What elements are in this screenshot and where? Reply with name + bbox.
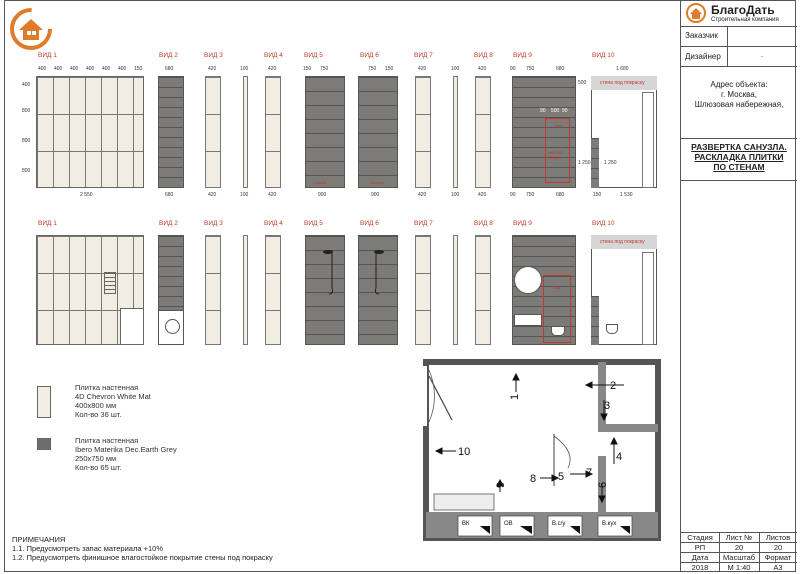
plan-arrow-label: 9 bbox=[495, 481, 507, 488]
podium-note: подиум bbox=[313, 180, 327, 185]
fixture-label: ВК bbox=[462, 521, 470, 527]
dim-label: 420 bbox=[418, 192, 427, 198]
scale-value: М 1:40 bbox=[727, 563, 751, 572]
dim-label: 750 bbox=[320, 66, 329, 72]
dim-label: 900 bbox=[318, 192, 327, 198]
dim-label: 1 530 bbox=[620, 192, 633, 198]
format-header: Формат bbox=[764, 553, 792, 562]
plan-arrow-label: 1 bbox=[509, 393, 521, 400]
view4-top-wall bbox=[265, 76, 281, 188]
washing-machine-icon bbox=[158, 310, 184, 345]
legend-swatch-light bbox=[37, 386, 51, 418]
sheet-no-header: Лист № bbox=[725, 533, 753, 542]
hatch-tag: люк bbox=[553, 285, 561, 290]
view-label: ВИД 2 bbox=[159, 52, 178, 59]
view10-tile-strip bbox=[591, 296, 599, 345]
shower-icon bbox=[320, 248, 340, 298]
mirror-icon bbox=[514, 266, 542, 294]
sheets-header: Листов bbox=[765, 533, 791, 542]
door-outline bbox=[642, 252, 654, 345]
plan-arrow-label: 6 bbox=[597, 481, 609, 488]
door-outline bbox=[642, 92, 654, 188]
hatch-tag: люк bbox=[554, 124, 562, 129]
shower-icon bbox=[366, 248, 386, 298]
view-label: ВИД 6 bbox=[360, 52, 379, 59]
designer-label: Дизайнер bbox=[685, 52, 721, 61]
view-label: ВИД 3 bbox=[204, 220, 223, 227]
brand-name: БлагоДать bbox=[711, 3, 775, 17]
sheet-title: РАЗВЕРТКА САНУЗЛА. РАСКЛАДКА ПЛИТКИ ПО СТЕНАМ bbox=[691, 142, 787, 172]
view-label: ВИД 1 bbox=[38, 220, 57, 227]
view4-bottom-wall bbox=[265, 235, 281, 345]
view6-top-wall bbox=[358, 76, 398, 188]
dim-label: 100 bbox=[240, 192, 249, 198]
floor-plan bbox=[420, 356, 666, 546]
title-block bbox=[680, 0, 796, 572]
stamp-divider bbox=[681, 138, 797, 139]
customer-label: Заказчик bbox=[685, 31, 718, 40]
view-label: ВИД 7 bbox=[414, 220, 433, 227]
fixture-label: В.с/у bbox=[552, 521, 566, 527]
object-address: Адрес объекта: г. Москва, Шлюзовая набережная, bbox=[694, 80, 784, 109]
stamp-divider bbox=[681, 46, 797, 47]
view-label: ВИД 10 bbox=[592, 52, 615, 59]
plan-arrow-label: 10 bbox=[458, 446, 471, 458]
fixture-label: ОВ bbox=[504, 521, 513, 527]
format-value: А3 bbox=[773, 563, 783, 572]
scale-header: Масштаб bbox=[722, 553, 756, 562]
dim-label: 150 bbox=[303, 66, 312, 72]
dim-label: 750 bbox=[368, 66, 377, 72]
stamp-divider bbox=[681, 66, 797, 67]
sink-icon bbox=[514, 314, 542, 326]
sheet-no-value: 20 bbox=[734, 543, 744, 552]
notes-block bbox=[12, 535, 273, 562]
sheets-value: 20 bbox=[773, 543, 783, 552]
view-label: ВИД 9 bbox=[513, 220, 532, 227]
dim-label: 2 550 bbox=[80, 192, 93, 198]
view-label: ВИД 8 bbox=[474, 52, 493, 59]
view-label: ВИД 8 bbox=[474, 220, 493, 227]
toilet-icon bbox=[551, 326, 565, 336]
view-label: ВИД 4 bbox=[264, 52, 283, 59]
dim-label: 1 680 bbox=[616, 66, 629, 72]
dim-label: 420 bbox=[478, 66, 487, 72]
view2-top-wall bbox=[158, 76, 184, 188]
dim-label: 420 bbox=[208, 192, 217, 198]
plan-arrow-label: 8 bbox=[530, 473, 537, 485]
brand-logo-icon bbox=[685, 2, 707, 24]
towel-rail-icon bbox=[104, 272, 116, 294]
dim-label: 150 bbox=[593, 192, 602, 198]
designer-value: . bbox=[761, 50, 764, 59]
dim-label: 500 bbox=[578, 80, 587, 86]
dim-label: 680 bbox=[165, 192, 174, 198]
notes-title: ПРИМЕЧАНИЯ bbox=[12, 535, 66, 544]
date-value: 2018 bbox=[691, 563, 709, 572]
legend-text-dark: Плитка настенная Ibero Materika Dec.Earth Grey 250x750 мм Кол-во 65 шт. bbox=[75, 436, 177, 472]
note-item: 1.1. Предусмотреть запас материала +10% bbox=[12, 544, 163, 553]
view-label: ВИД 2 bbox=[159, 220, 178, 227]
dim-label: 420 bbox=[418, 66, 427, 72]
dim-col: 400 800 800 800 bbox=[22, 82, 31, 174]
dim-label: 420 bbox=[208, 66, 217, 72]
plan-arrow-label: 4 bbox=[616, 451, 623, 463]
view-label: ВИД 4 bbox=[264, 220, 283, 227]
view-label: ВИД 5 bbox=[304, 220, 323, 227]
brand-subtitle: Строительная компания bbox=[711, 17, 779, 23]
view-label: ВИД 9 bbox=[513, 52, 532, 59]
stamp-divider bbox=[681, 26, 797, 27]
view3-bottom-wall bbox=[205, 235, 221, 345]
podium-note: подиум bbox=[370, 180, 384, 185]
dim-label: 1 250 bbox=[604, 160, 617, 166]
note-item: 1.2. Предусмотреть финишное влагостойкое покрытие стены под покраску bbox=[12, 553, 273, 562]
view8-narrow-bottom bbox=[453, 235, 458, 345]
dim-label: 100 bbox=[451, 192, 460, 198]
view8-bottom-wall bbox=[475, 235, 491, 345]
view-label: ВИД 6 bbox=[360, 220, 379, 227]
view8-narrow-wall bbox=[453, 76, 458, 188]
stamp-divider bbox=[727, 26, 728, 46]
date-header: Дата bbox=[691, 553, 709, 562]
dim-label: 420 bbox=[478, 192, 487, 198]
stage-header: Стадия bbox=[687, 533, 713, 542]
paint-note: стена под покраску bbox=[600, 80, 645, 86]
plan-arrow-label: 5 bbox=[558, 471, 565, 483]
dim-label: 100 bbox=[240, 66, 249, 72]
view4-narrow-bottom bbox=[243, 235, 248, 345]
dim-label: 100 bbox=[451, 66, 460, 72]
dim-label: 1 250 bbox=[578, 160, 591, 166]
view7-bottom-wall bbox=[415, 235, 431, 345]
logo-icon bbox=[8, 6, 54, 52]
stamp-divider bbox=[681, 180, 797, 181]
toilet-icon bbox=[606, 324, 618, 334]
plan-arrow-label: 3 bbox=[604, 400, 611, 412]
dim-label: 900 bbox=[371, 192, 380, 198]
view-label: ВИД 1 bbox=[38, 52, 57, 59]
view8-top-wall bbox=[475, 76, 491, 188]
plan-arrow-label: 2 bbox=[610, 380, 617, 392]
view5-top-wall bbox=[305, 76, 345, 188]
dim-label: 150 bbox=[385, 66, 394, 72]
view4-narrow-wall bbox=[243, 76, 248, 188]
stamp-divider bbox=[727, 46, 728, 66]
view10-tile-strip bbox=[591, 138, 599, 188]
view-label: ВИД 3 bbox=[204, 52, 223, 59]
legend-swatch-dark bbox=[37, 438, 51, 450]
view-label: ВИД 7 bbox=[414, 52, 433, 59]
paint-note: стена под покраску bbox=[600, 239, 645, 245]
stage-value: РП bbox=[694, 543, 706, 552]
view-label: ВИД 10 bbox=[592, 220, 615, 227]
fixture-label: В.кух bbox=[602, 521, 617, 527]
dim-label: 680 bbox=[165, 66, 174, 72]
plan-arrow-label: 7 bbox=[586, 467, 593, 479]
view1-top-wall bbox=[36, 76, 144, 188]
dim-label: 420 bbox=[268, 66, 277, 72]
cabinet bbox=[120, 308, 144, 345]
dim-label: 420 bbox=[268, 192, 277, 198]
legend-text-light: Плитка настенная 4D Chevron White Mat 400x800 мм Кол-во 36 шт. bbox=[75, 383, 151, 419]
installation-tag: инстал-ляция bbox=[548, 150, 564, 160]
view3-top-wall bbox=[205, 76, 221, 188]
view7-top-wall bbox=[415, 76, 431, 188]
view-label: ВИД 5 bbox=[304, 52, 323, 59]
